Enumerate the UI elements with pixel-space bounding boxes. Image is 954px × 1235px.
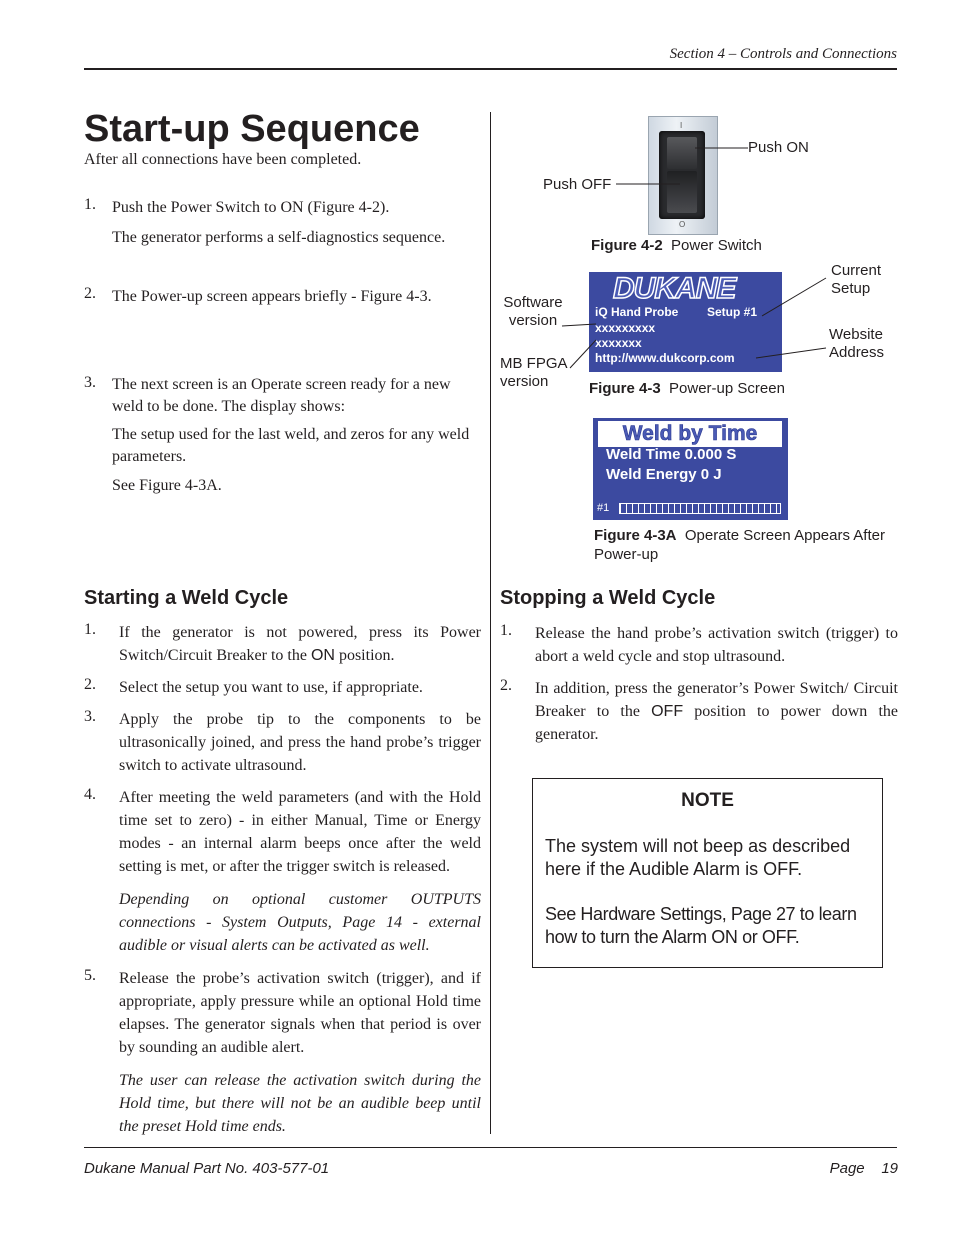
step-subtext: See Figure 4-3A. <box>112 477 222 494</box>
step-text: The Power-up screen appears briefly - Figure 4-3. <box>112 288 432 305</box>
push-on-label: Push ON <box>748 139 809 156</box>
header-rule <box>84 68 897 70</box>
lcd-website: http://www.dukcorp.com <box>595 351 735 365</box>
lcd-title: Weld by Time <box>622 422 758 445</box>
lcd-weld-energy: Weld Energy 0 J <box>606 466 722 483</box>
website-leader <box>756 348 826 358</box>
stopping-heading: Stopping a Weld Cycle <box>500 587 716 609</box>
footer-page <box>830 1160 898 1177</box>
fig43-label: Figure 4-3 <box>589 380 661 397</box>
note-title: NOTE <box>681 790 734 811</box>
fig42-leaders <box>600 140 760 200</box>
step-text <box>119 621 481 667</box>
fig43-caption <box>589 380 785 397</box>
software-version-callout: Software version <box>503 294 563 329</box>
step-number: 4. <box>84 786 96 803</box>
fig42-label: Figure 4-2 <box>591 237 663 254</box>
setup-leader <box>762 278 826 316</box>
mb-fpga-callout: MB FPGA version <box>500 355 567 390</box>
fig43-leaders <box>560 270 860 380</box>
operate-lcd <box>593 418 788 520</box>
fig43a-caption-text: Operate Screen Appears After Power-up <box>594 527 885 563</box>
off-keyword: OFF <box>651 703 684 720</box>
lcd-setup-line: Setup #1 <box>707 305 758 319</box>
step-number: 1. <box>500 622 512 639</box>
note-paragraph: See Hardware Settings, Page 27 to learn how to turn the Alarm ON or OFF. <box>545 904 857 947</box>
note-box <box>532 778 883 968</box>
step-text <box>535 677 898 746</box>
note-paragraph: The system will not beep as described here if the Audible Alarm is OFF. <box>545 836 851 879</box>
step-text: Select the setup you want to use, if appropriate. <box>119 679 423 696</box>
step-text: The next screen is an Operate screen ready for a new weld to be done. The display shows: <box>112 376 451 415</box>
footer-part-number: Dukane Manual Part No. 403-577-01 <box>84 1160 330 1177</box>
step-number: 3. <box>84 374 96 391</box>
switch-on-mark: I <box>680 121 683 130</box>
starting-heading: Starting a Weld Cycle <box>84 587 289 609</box>
lcd-probe-line: iQ Hand Probe <box>595 305 679 319</box>
step-number: 3. <box>84 708 96 725</box>
fig43a-label: Figure 4-3A <box>594 527 677 544</box>
fig42-caption-text: Power Switch <box>671 237 762 254</box>
footer-page-label: Page <box>829 1160 865 1177</box>
step-text: Apply the probe tip to the components to be ultrasonically joined, and press the hand probe’s trigger switch to activate ultrasound. <box>119 711 481 774</box>
fig42-caption <box>591 237 762 254</box>
running-header: Section 4 – Controls and Connections <box>669 46 897 62</box>
push-off-label: Push OFF <box>543 176 612 193</box>
fig43-caption-text: Power-up Screen <box>669 380 785 397</box>
lcd-fpga-version: xxxxxxx <box>595 336 642 350</box>
step-text-part: If the generator is not powered, press its Power Switch/Circuit Breaker to the <box>119 624 481 664</box>
step-text: Release the probe’s activation switch (trigger), and if appropriate, apply pressure while an optional Hold time elapses. The generator signals when that period is over by sounding an audible alert. <box>119 970 481 1056</box>
website-address-callout: Website Address <box>829 326 885 361</box>
step-number: 2. <box>84 676 96 693</box>
column-divider <box>490 112 491 1134</box>
step-note: Depending on optional customer OUTPUTS connections - System Outputs, Page 14 - external audible or visual alerts can be activated as well. <box>119 891 481 954</box>
step-number: 5. <box>84 967 96 984</box>
lcd-software-version: xxxxxxxxx <box>595 321 656 335</box>
lcd-progress-bar <box>619 503 781 514</box>
page-title: Start-up Sequence <box>84 108 420 150</box>
step-text: Release the hand probe’s activation switch (trigger) to abort a weld cycle and stop ultrasound. <box>535 625 898 665</box>
intro-text: After all connections have been completed. <box>84 151 362 168</box>
step-note: The user can release the activation switch during the Hold time, but there will not be an audible beep until the preset Hold time ends. <box>119 1072 481 1135</box>
step-number: 2. <box>500 677 512 694</box>
software-leader <box>562 324 596 326</box>
footer-rule <box>84 1147 897 1148</box>
fig43a-caption <box>594 526 904 564</box>
step-text-part: position to power down the generator. <box>535 703 899 743</box>
switch-off-mark: O <box>679 220 686 229</box>
step-subtext: The generator performs a self-diagnostics sequence. <box>112 229 446 246</box>
lcd-title-bar <box>598 421 782 447</box>
step-text-part: position. <box>334 647 395 664</box>
lcd-setup-tag: #1 <box>597 502 610 514</box>
step-number: 1. <box>84 621 96 638</box>
step-text-part: In addition, press the generator’s Power Switch/ Circuit Breaker to the <box>535 680 898 720</box>
dukane-logo: DUKANE <box>613 272 736 305</box>
step-text: After meeting the weld parameters (and with the Hold time set to zero) - in either Manual, Time or Energy modes - an internal alarm beeps once after the weld setting is met, or after the trigger switch is released. <box>119 789 481 875</box>
step-subtext: The setup used for the last weld, and zeros for any weld parameters. <box>112 426 470 465</box>
lcd-weld-time: Weld Time 0.000 S <box>606 446 737 463</box>
step-number: 2. <box>84 285 96 302</box>
step-text: Push the Power Switch to ON (Figure 4-2). <box>112 199 390 216</box>
current-setup-callout: Current Setup <box>831 262 882 297</box>
step-number: 1. <box>84 196 96 213</box>
footer-page-number: 19 <box>881 1160 898 1177</box>
on-keyword: ON <box>310 647 335 664</box>
